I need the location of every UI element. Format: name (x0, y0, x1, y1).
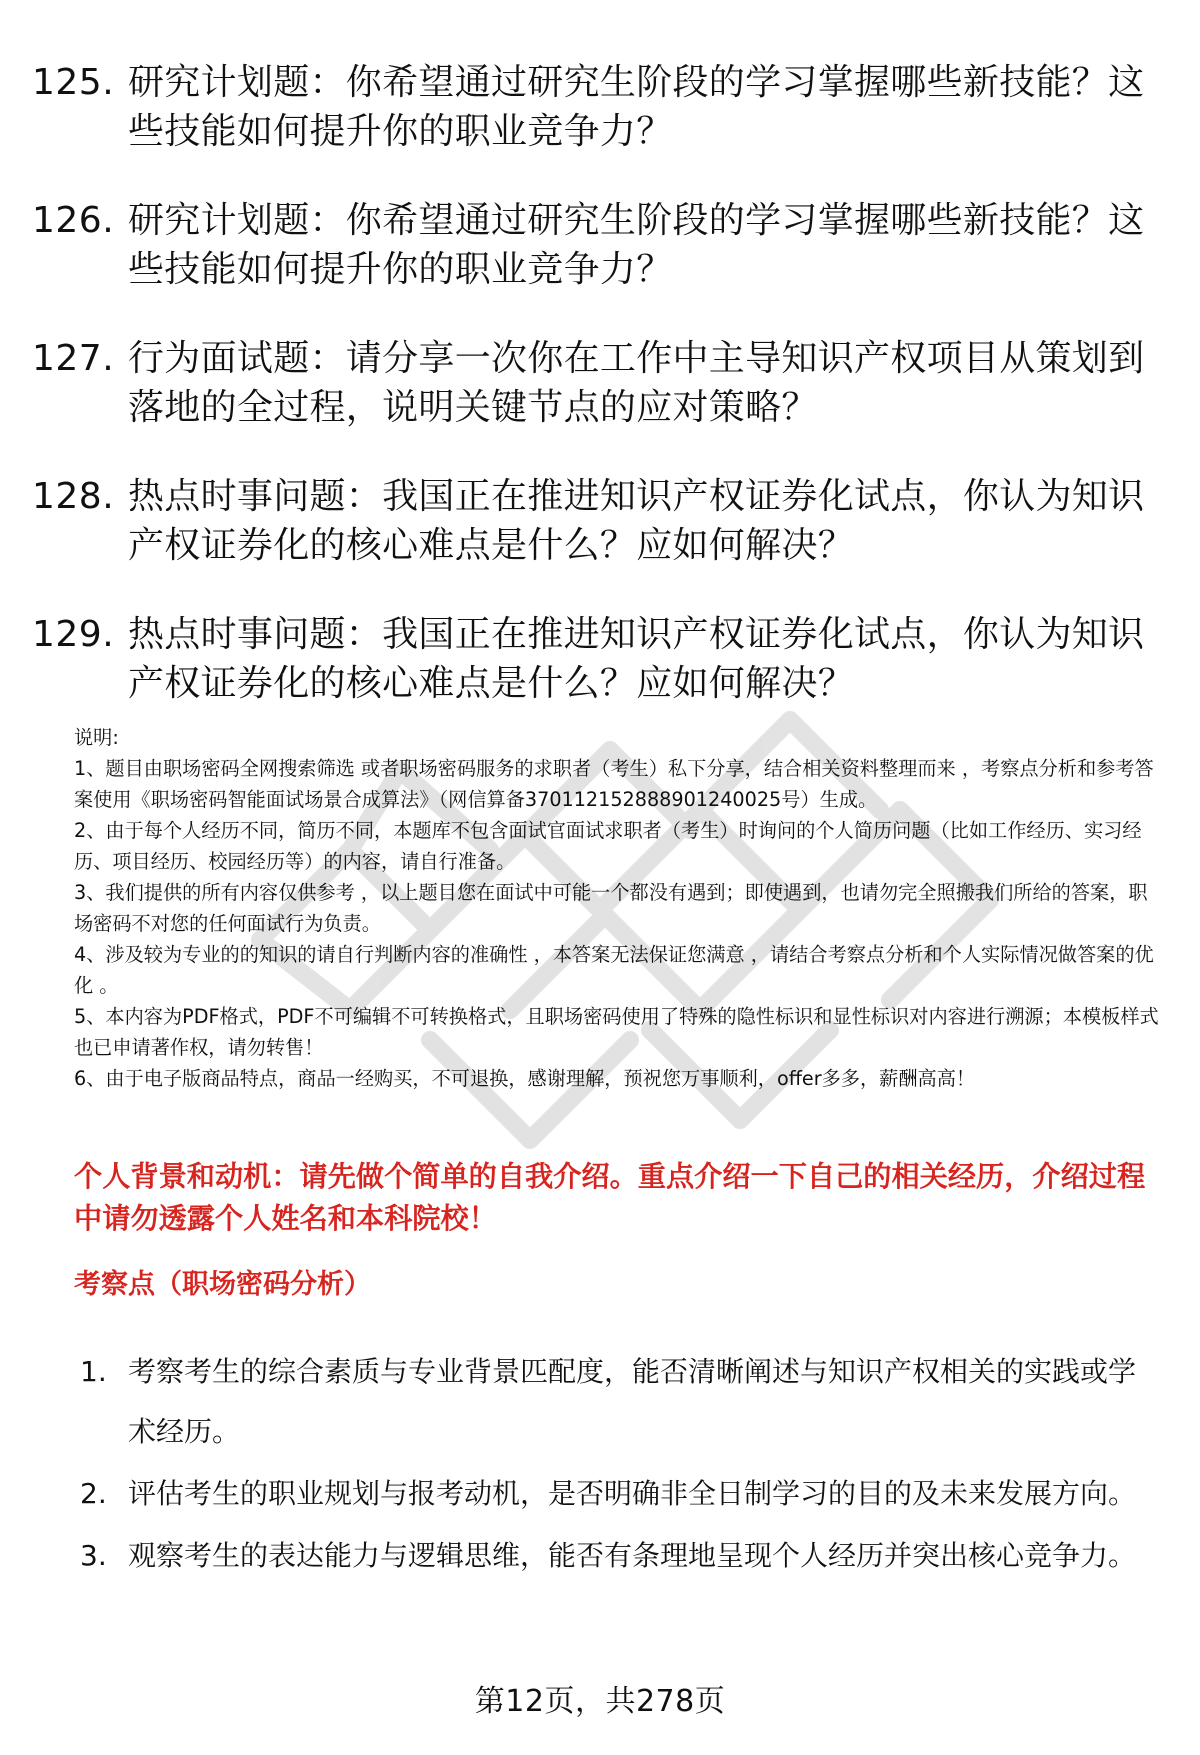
question-text: 热点时事问题：我国正在推进知识产权证券化试点，你认为知识产权证券化的核心难点是什么？应如何解决？ (128, 476, 1145, 566)
question-number: 129. (32, 614, 115, 655)
note-item: 5、本内容为PDF格式，PDF不可编辑不可转换格式，且职场密码使用了特殊的隐性标识和显性标识对内容进行溯源；本模板样式也已申请著作权，请勿转售！ (74, 1005, 1159, 1059)
note-item: 6、由于电子版商品特点，商品一经购买，不可退换，感谢理解，预祝您万事顺利，offer多多，薪酬高高！ (74, 1067, 976, 1090)
question-item (32, 610, 1172, 708)
analysis-item (80, 1342, 1160, 1462)
analysis-number: 1. (80, 1355, 107, 1388)
question-list (32, 58, 1172, 748)
note-item: 4、涉及较为专业的的知识的请自行判断内容的准确性 ，本答案无法保证您满意 ，请结合考察点分析和个人实际情况做答案的优化 。 (74, 943, 1154, 997)
analysis-item (80, 1464, 1160, 1524)
analysis-number: 3. (80, 1539, 107, 1572)
notes-block (74, 722, 1164, 1094)
note-item: 1、题目由职场密码全网搜索筛选 或者职场密码服务的求职者（考生）私下分享，结合相关资料整理而来 ，考察点分析和参考答案使用《职场密码智能面试场景合成算法》（网信算备370112152888901240025号）生成。 (74, 757, 1154, 811)
question-text: 研究计划题：你希望通过研究生阶段的学习掌握哪些新技能？这些技能如何提升你的职业竞争力？ (128, 62, 1145, 152)
question-item (32, 334, 1172, 432)
question-number: 127. (32, 338, 115, 379)
question-item (32, 472, 1172, 570)
question-text: 研究计划题：你希望通过研究生阶段的学习掌握哪些新技能？这些技能如何提升你的职业竞争力？ (128, 200, 1145, 290)
note-item: 3、我们提供的所有内容仅供参考 ，以上题目您在面试中可能一个都没有遇到；即使遇到，也请勿完全照搬我们所给的答案，职场密码不对您的任何面试行为负责。 (74, 881, 1148, 935)
notes-title: 说明: (74, 726, 119, 749)
question-item (32, 58, 1172, 156)
page-footer: 第12页，共278页 (474, 1684, 726, 1719)
note-item: 2、由于每个人经历不同，简历不同，本题库不包含面试官面试求职者（考生）时询问的个人简历问题（比如工作经历、实习经历、项目经历、校园经历等）的内容，请自行准备。 (74, 819, 1142, 873)
question-item (32, 196, 1172, 294)
question-text: 行为面试题：请分享一次你在工作中主导知识产权项目从策划到落地的全过程，说明关键节点的应对策略？ (128, 338, 1145, 428)
question-number: 128. (32, 476, 115, 517)
analysis-text: 评估考生的职业规划与报考动机，是否明确非全日制学习的目的及未来发展方向。 (128, 1477, 1137, 1510)
section-title: 个人背景和动机：请先做个简单的自我介绍。重点介绍一下自己的相关经历，介绍过程中请勿透露个人姓名和本科院校！ (74, 1160, 1146, 1235)
analysis-item (80, 1526, 1160, 1586)
analysis-heading: 考察点（职场密码分析） (74, 1269, 371, 1300)
question-number: 125. (32, 62, 115, 103)
analysis-number: 2. (80, 1477, 107, 1510)
analysis-text: 考察考生的综合素质与专业背景匹配度，能否清晰阐述与知识产权相关的实践或学术经历。 (128, 1355, 1137, 1448)
analysis-list (80, 1342, 1160, 1588)
question-number: 126. (32, 200, 115, 241)
question-text: 热点时事问题：我国正在推进知识产权证券化试点，你认为知识产权证券化的核心难点是什么？应如何解决？ (128, 614, 1145, 704)
analysis-text: 观察考生的表达能力与逻辑思维，能否有条理地呈现个人经历并突出核心竞争力。 (128, 1539, 1137, 1572)
